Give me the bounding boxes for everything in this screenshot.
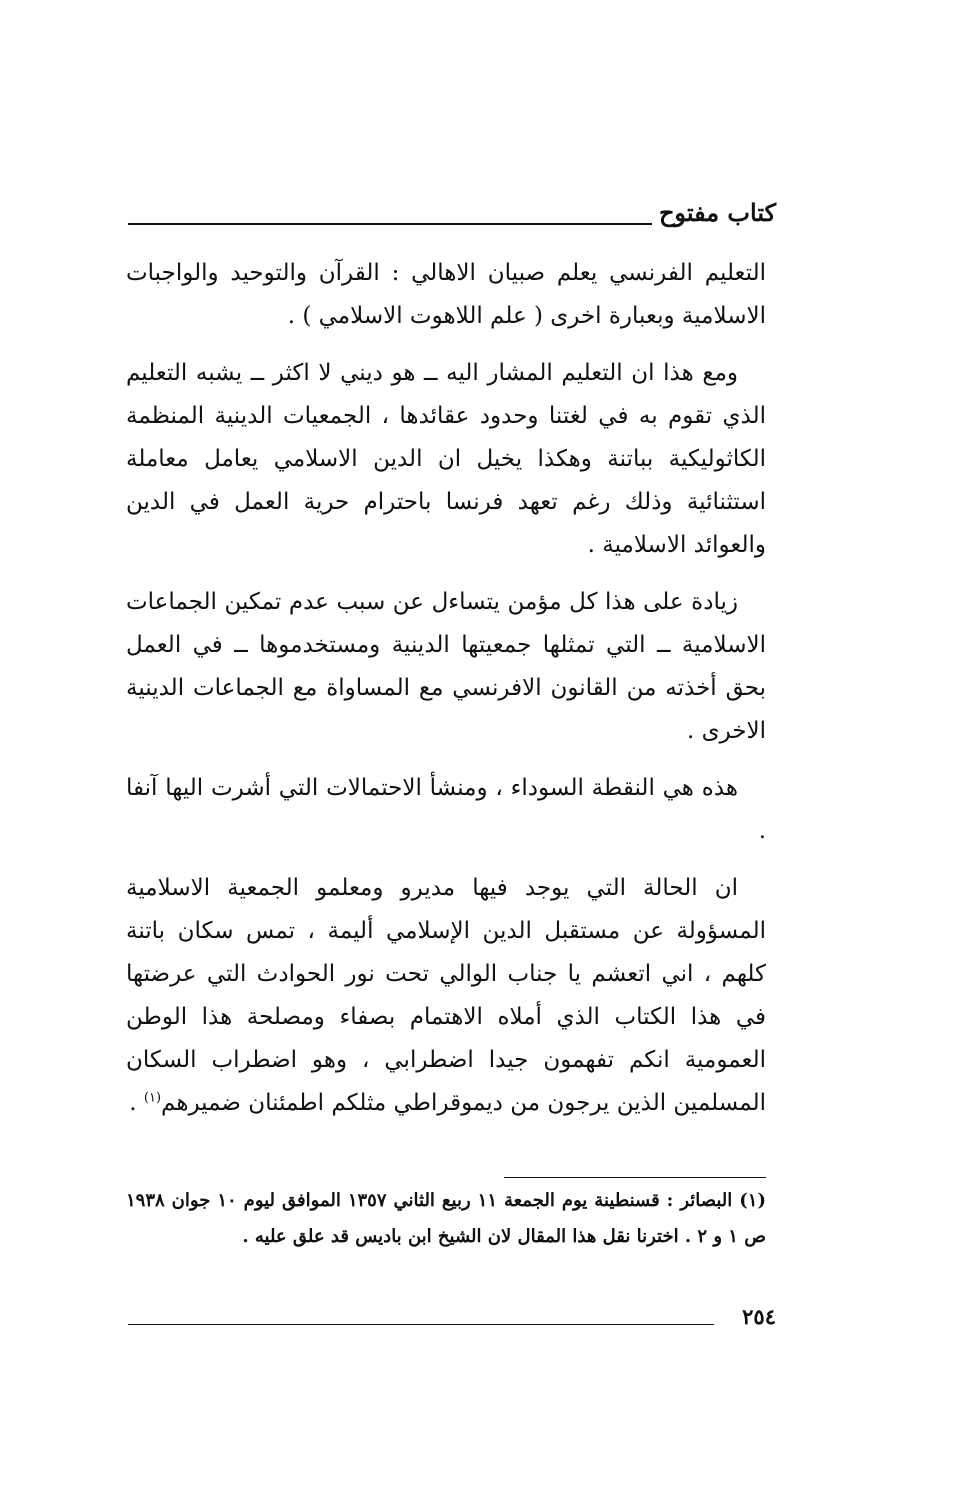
page-number: ٢٥٤ — [742, 1304, 776, 1329]
header-title: كتاب مفتوح — [658, 198, 776, 227]
paragraph-4: هذه هي النقطة السوداء ، ومنشأ الاحتمالات التي أشرت اليها آنفا . — [126, 775, 766, 844]
footnote-separator — [504, 1177, 766, 1178]
running-header — [128, 196, 776, 236]
letter-body — [126, 252, 766, 1125]
footer-rule — [128, 1324, 714, 1325]
paragraph-5-period: . — [129, 1090, 144, 1116]
paragraph-3: زيادة على هذا كل مؤمن يتساءل عن سبب عدم تمكين الجماعات الاسلامية ــ التي تمثلها جمعيتها الدينية ومستخدموها ــ في العمل بحق أخذته من القانون الافرنسي مع المساواة مع الجماعات الدينية الاخرى . — [126, 589, 766, 744]
page-footer — [128, 1302, 776, 1336]
footnote-text: (١) البصائر : قسنطينة يوم الجمعة ١١ ربيع الثاني ١٣٥٧ الموافق ليوم ١٠ جوان ١٩٣٨ ص ١ و ٢ . اخترنا نقل هذا المقال لان الشيخ ابن باديس قد علق عليه . — [126, 1190, 766, 1247]
paragraph-5-text: ان الحالة التي يوجد فيها مديرو ومعلمو الجمعية الاسلامية المسؤولة عن مستقبل الدين الإسلامي أليمة ، تمس سكان باتنة كلهم ، اني اتعشم يا جناب الوالي تحت نور الحوادث التي عرضتها في هذا الكتاب الذي أملاه الاهتمام بصفاء ومصلحة هذا الوطن العمومية انكم تفهمون جيدا اضطرابي ، وهو اضطراب السكان المسلمين الذين يرجون من ديموقراطي مثلكم اطمئنان ضميرهم — [126, 875, 766, 1116]
paragraph-5 — [126, 867, 766, 1125]
header-rule — [128, 223, 652, 225]
paragraph-1: التعليم الفرنسي يعلم صبيان الاهالي : القرآن والتوحيد والواجبات الاسلامية وبعبارة اخرى ( علم اللاهوت الاسلامي ) . — [126, 260, 766, 329]
paragraph-2: ومع هذا ان التعليم المشار اليه ــ هو ديني لا اكثر ــ يشبه التعليم الذي تقوم به في لغتنا وحدود عقائدها ، الجمعيات الدينية المنظمة الكاثوليكية بباتنة وهكذا يخيل ان الدين الاسلامي يعامل معاملة استثنائية وذلك رغم تعهد فرنسا باحترام حرية العمل في الدين والعوائد الاسلامية . — [126, 360, 766, 558]
footnote-reference: (١) — [143, 1090, 162, 1106]
